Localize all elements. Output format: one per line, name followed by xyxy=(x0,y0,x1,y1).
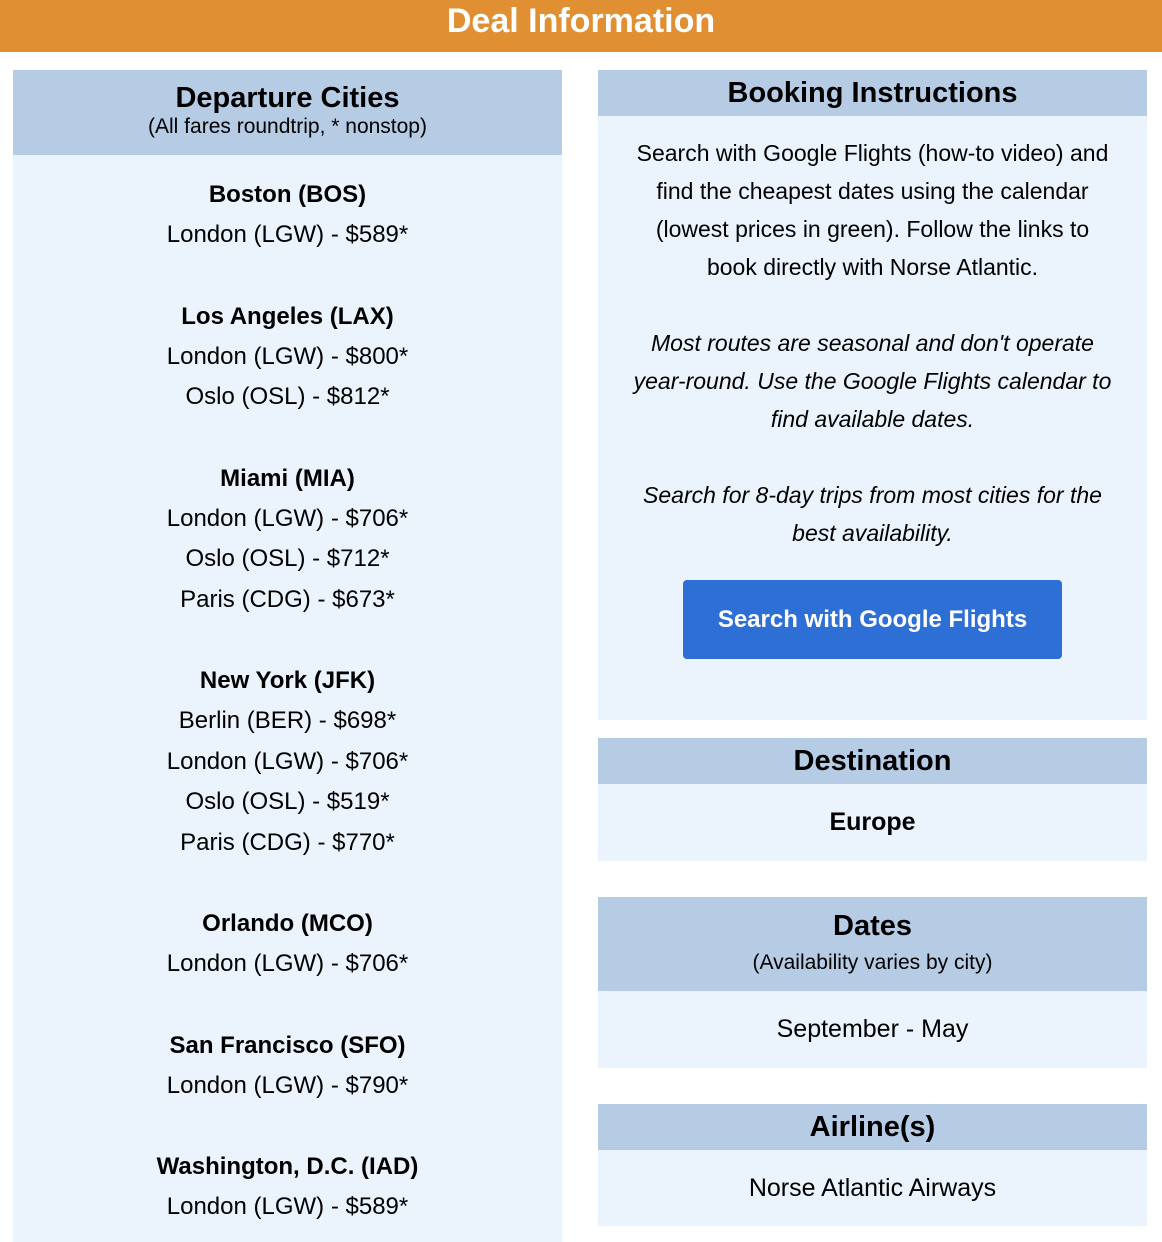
city-group xyxy=(13,1147,562,1228)
departure-cities-panel xyxy=(13,70,562,1242)
departure-cities-title: Departure Cities xyxy=(175,82,400,114)
departure-cities-subtitle: (All fares roundtrip, * nonstop) xyxy=(148,115,427,138)
airline-value: Norse Atlantic Airways xyxy=(748,1174,997,1202)
fare-item: Paris (CDG) - $770* xyxy=(180,828,395,856)
city-name: Orlando (MCO) xyxy=(202,910,373,937)
city-name: Washington, D.C. (IAD) xyxy=(156,1153,419,1180)
fare-item: London (LGW) - $800* xyxy=(166,342,409,370)
fare-item: Paris (CDG) - $673* xyxy=(180,585,395,613)
city-group xyxy=(13,1026,562,1107)
city-name: New York (JFK) xyxy=(199,667,376,694)
city-group xyxy=(13,175,562,256)
fare-item: Oslo (OSL) - $519* xyxy=(185,788,390,815)
search-google-flights-button[interactable]: Search with Google Flights xyxy=(683,580,1062,659)
fare-item: London (LGW) - $790* xyxy=(166,1071,409,1099)
booking-instructions-panel xyxy=(598,70,1147,720)
dates-value: September - May xyxy=(776,1015,969,1043)
city-group xyxy=(13,459,562,621)
city-name: San Francisco (SFO) xyxy=(169,1031,406,1059)
booking-instructions-body xyxy=(598,116,1147,659)
fare-item: London (LGW) - $589* xyxy=(166,221,409,248)
city-name: Los Angeles (LAX) xyxy=(181,302,394,330)
booking-paragraph: Search with Google Flights (how-to video) and find the cheapest dates using the calendar (lowest prices in green). Follow the links to book directly with Norse Atlantic. xyxy=(636,140,1109,280)
fare-item: London (LGW) - $706* xyxy=(166,950,409,977)
airlines-header xyxy=(598,1104,1147,1150)
page-title: Deal Information xyxy=(0,0,1162,52)
departure-cities-header xyxy=(13,70,562,155)
dates-subtitle: (Availability varies by city) xyxy=(752,951,993,974)
airlines-panel xyxy=(598,1104,1147,1226)
destination-header xyxy=(598,738,1147,784)
city-group xyxy=(13,297,562,418)
fare-item: Oslo (OSL) - $712* xyxy=(185,545,390,572)
fare-item: London (LGW) - $706* xyxy=(166,504,409,532)
fare-item: Berlin (BER) - $698* xyxy=(178,707,397,734)
destination-panel xyxy=(598,738,1147,861)
booking-instructions-header xyxy=(598,70,1147,116)
city-name: Boston (BOS) xyxy=(208,181,367,208)
fare-item: Oslo (OSL) - $812* xyxy=(185,383,390,410)
destination-value: Europe xyxy=(829,808,916,836)
dates-header xyxy=(598,897,1147,991)
fare-item: London (LGW) - $706* xyxy=(166,747,409,775)
city-name: Miami (MIA) xyxy=(220,464,355,492)
dates-title: Dates xyxy=(833,910,912,942)
city-group xyxy=(13,904,562,985)
dates-panel xyxy=(598,897,1147,1068)
booking-note-trip-length: Search for 8-day trips from most cities for the best availability. xyxy=(643,482,1102,546)
airlines-title: Airline(s) xyxy=(809,1111,936,1143)
destination-title: Destination xyxy=(793,745,952,777)
booking-note-seasonal: Most routes are seasonal and don't operate year-round. Use the Google Flights calendar to find available dates. xyxy=(633,330,1112,432)
city-list xyxy=(13,155,562,1228)
fare-item: London (LGW) - $589* xyxy=(166,1193,409,1220)
booking-instructions-title: Booking Instructions xyxy=(727,77,1018,109)
city-group xyxy=(13,661,562,863)
